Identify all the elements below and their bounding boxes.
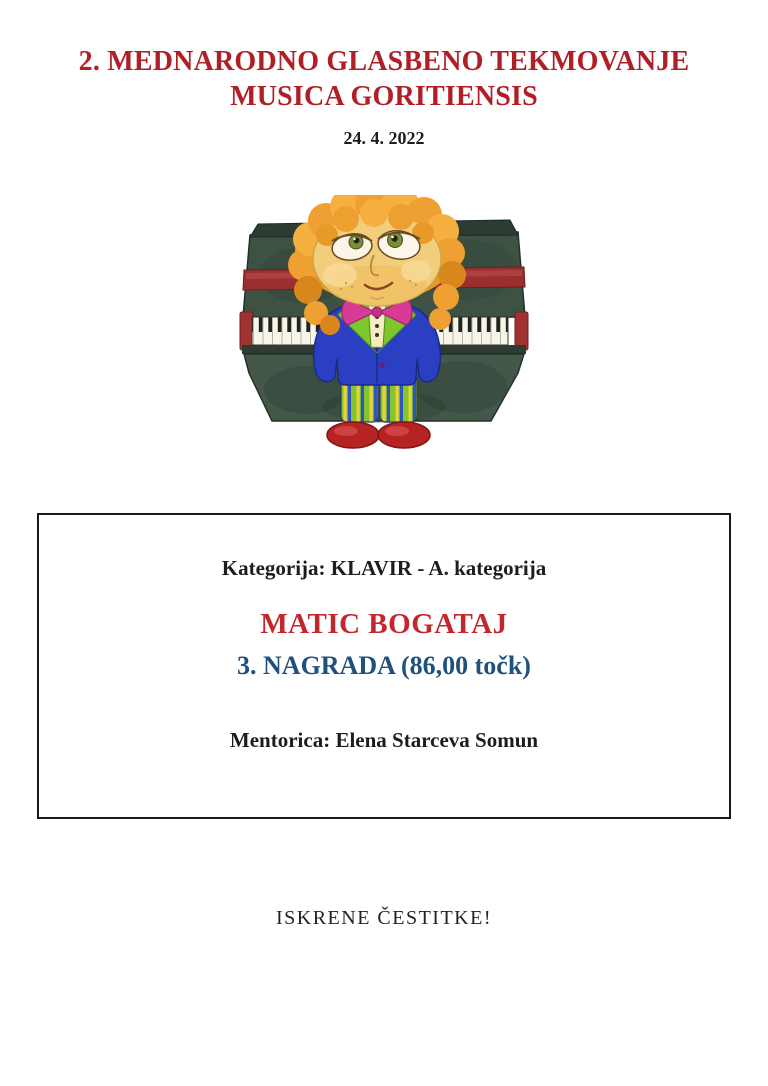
- prize-line: 3. NAGRADA (86,00 točk): [237, 651, 531, 680]
- competition-title: [0, 44, 768, 114]
- winner-name: MATIC BOGATAJ: [260, 608, 508, 640]
- title-line-1: 2. MEDNARODNO GLASBENO TEKMOVANJE: [78, 46, 690, 77]
- congratulations-text: ISKRENE ČESTITKE!: [275, 907, 493, 929]
- mentor-line: Mentorica: Elena Starceva Somun: [229, 728, 539, 752]
- category-line: Kategorija: KLAVIR - A. kategorija: [221, 556, 547, 580]
- pianist-illustration-svg: [234, 195, 534, 451]
- title-line-2: MUSICA GORITIENSIS: [230, 81, 538, 112]
- award-box: [37, 513, 731, 819]
- pianist-illustration: [234, 195, 534, 451]
- event-date: 24. 4. 2022: [343, 128, 425, 148]
- certificate-header: [0, 0, 768, 149]
